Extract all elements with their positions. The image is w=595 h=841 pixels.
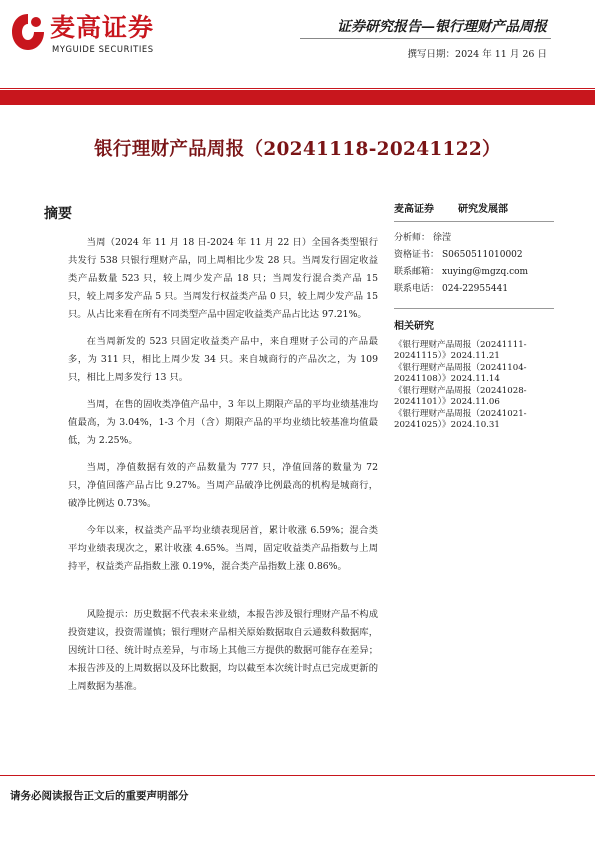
- footer-notice: 请务必阅读报告正文后的重要声明部分: [10, 790, 189, 802]
- sidebar-divider: [394, 308, 554, 309]
- certificate-row: [394, 247, 554, 264]
- phone-label: 联系电话：: [394, 284, 440, 294]
- abstract-paragraph: 今年以来，权益类产品平均业绩表现居首，累计收涨 6.59%；混合类平均业绩表现次之，累计收涨 4.65%。当周，固定收益类产品指数与上周持平，权益类产品指数上涨 0.19%，混合类产品指数上涨 0.86%。: [68, 525, 378, 572]
- email-label: 联系邮箱：: [394, 267, 440, 277]
- email-row: [394, 264, 554, 281]
- abstract-heading: 摘要: [44, 206, 72, 222]
- header-band: [0, 90, 595, 105]
- phone-value: 024-22955441: [442, 284, 509, 294]
- related-research-heading: 相关研究: [394, 321, 434, 332]
- company-logo: [10, 12, 170, 56]
- logo-mark-icon: [10, 12, 46, 52]
- abstract-paragraph: 当周，净值数据有效的产品数量为 777 只，净值回落的数量为 72 只，净值回落产品占比 9.27%。当周产品破净比例最高的机构是城商行，破净比例达 0.73%。: [68, 462, 378, 509]
- abstract-paragraph: 当周，在售的固收类净值产品中，3 年以上期限产品的平均业绩基准均值最高，为 3.04%，1-3 个月（含）期限产品的平均业绩比较基准均值最低，为 2.25%。: [68, 399, 378, 446]
- abstract-paragraph: 当周（2024 年 11 月 18 日-2024 年 11 月 22 日）全国各类型银行共发行 538 只银行理财产品，同上周相比少发 28 只。当周发行固定收益类产品数量 523 只，较上周少发产品 18 只；当周发行混合类产品 15 只，较上周多发产品 5 只。当周发行权益类产品 0 只，较上周少发产品 15 只。从占比来看在所有不同类型产品中固定收益类产品占比达 97.21%。: [68, 237, 378, 320]
- analyst-row: [394, 230, 554, 247]
- sidebar-org: 麦高证券: [394, 204, 434, 215]
- report-type-title: 证券研究报告—银行理财产品周报: [337, 19, 547, 35]
- header-divider: [300, 38, 551, 39]
- logo-english-name: MYGUIDE SECURITIES: [52, 44, 154, 54]
- document-title: 银行理财产品周报（20241118-20241122）: [94, 139, 501, 160]
- header-band-line: [0, 88, 595, 89]
- related-research-item: 《银行理财产品周报（20241104-20241108）》2024.11.14: [394, 363, 527, 384]
- abstract-body: [68, 234, 378, 705]
- related-research-item: 《银行理财产品周报（20241111-20241115）》2024.11.21: [394, 340, 527, 361]
- certificate-value: S0650511010002: [442, 250, 523, 260]
- certificate-label: 资格证书：: [394, 250, 440, 260]
- sidebar-dept: 研究发展部: [458, 204, 508, 215]
- footer-divider: [0, 775, 595, 776]
- sidebar-header: [394, 200, 554, 222]
- abstract-paragraph: 在当周新发的 523 只固定收益类产品中，来自理财子公司的产品最多，为 311 只，相比上周少发 34 只。来自城商行的产品次之，为 109 只，相比上周多发行 13 只。: [68, 336, 378, 383]
- report-date: 撰写日期：2024 年 11 月 26 日: [407, 49, 547, 60]
- related-research-item: 《银行理财产品周报（20241028-20241101）》2024.11.06: [394, 386, 527, 407]
- analyst-name: 徐滢: [433, 233, 452, 243]
- logo-chinese-name: 麦高证券: [50, 13, 155, 42]
- related-research-item: 《银行理财产品周报（20241021-20241025）》2024.10.31: [394, 409, 527, 430]
- phone-row: [394, 281, 554, 298]
- risk-warning: 风险提示：历史数据不代表未来业绩，本报告涉及银行理财产品不构成投资建议，投资需谨慎；银行理财产品相关原始数据取自云通数科数据库，因统计口径、统计时点差异，与市场上其他三方提供的数据可能存在差异；本报告涉及的上周数据以及环比数据，均以截至本次统计时点已完成更新的上周数据为基准。: [68, 609, 378, 692]
- analyst-label: 分析师：: [394, 233, 431, 243]
- email-value: xuying@mgzq.com: [442, 267, 529, 277]
- sidebar: [394, 200, 554, 432]
